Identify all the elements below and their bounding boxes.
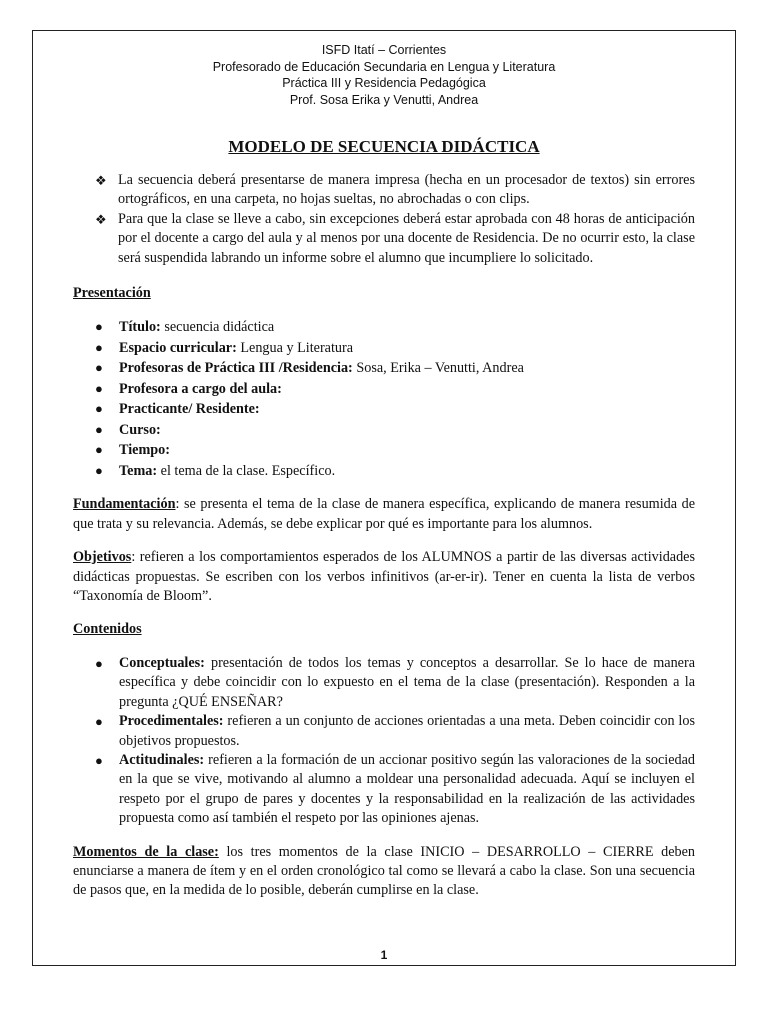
- rule-item: ❖ Para que la clase se lleve a cabo, sin excepciones deberá estar aprobada con 48 horas de anticipación por el docente a cargo del aula y al menos por una docente de Residencia. De no ocurrir esto, la clase será suspendida labrando un informe sobre el alumno que incumpliere lo solicitado.: [95, 210, 695, 266]
- dot-bullet-icon: ●: [95, 339, 103, 355]
- header-teachers: Prof. Sosa Erika y Venutti, Andrea: [289, 92, 479, 107]
- document-header: [73, 42, 695, 108]
- list-item: ● Practicante/ Residente:: [73, 399, 695, 420]
- list-item: ● Espacio curricular: Lengua y Literatura: [73, 338, 695, 359]
- header-program: Profesorado de Educación Secundaria en Lengua y Literatura: [212, 59, 556, 74]
- contenidos-heading: Contenidos: [73, 621, 142, 638]
- dot-bullet-icon: ●: [95, 380, 103, 396]
- diamond-bullet-icon: ❖: [95, 211, 107, 227]
- dot-bullet-icon: ●: [95, 714, 103, 730]
- list-item: ● Profesora a cargo del aula:: [73, 379, 695, 400]
- page-number: 1: [380, 948, 388, 962]
- document-body: [73, 42, 695, 901]
- list-item: ● Actitudinales: refieren a la formación de un accionar positivo según las valoraciones de la sociedad en la que se vive, motivando al alumno a moldear una personalidad adecuada. Aquí se incluyen el respeto por el grupo de pares y docentes y la responsabilidad en la realización de las actividades propuesta como así también el respeto por las opiniones ajenas.: [95, 751, 695, 827]
- presentacion-list: [73, 317, 695, 481]
- objetivos-paragraph: Objetivos: refieren a los comportamientos esperados de los ALUMNOS a partir de las diversas actividades didácticas propuestas. Se escriben con los verbos infinitivos (ar-er-ir). Tener en cuenta la lista de verbos “Taxonomía de Bloom”.: [73, 549, 695, 605]
- contenidos-list: [73, 654, 695, 829]
- dot-bullet-icon: ●: [95, 319, 103, 335]
- list-item: ● Tiempo:: [73, 440, 695, 461]
- document-title: MODELO DE SECUENCIA DIDÁCTICA: [228, 137, 540, 156]
- dot-bullet-icon: ●: [95, 360, 103, 376]
- dot-bullet-icon: ●: [95, 752, 103, 768]
- list-item: ● Tema: el tema de la clase. Específico.: [73, 461, 695, 482]
- header-institution: ISFD Itatí – Corrientes: [321, 43, 447, 57]
- list-item: ● Profesoras de Práctica III /Residencia: Sosa, Erika – Venutti, Andrea: [73, 358, 695, 379]
- momentos-paragraph: Momentos de la clase: los tres momentos de la clase INICIO – DESARROLLO – CIERRE deben enunciarse a manera de ítem y en el orden cronológico tal como se llevará a cabo la clase. Son una secuencia de pasos que, en la medida de lo posible, deberán cumplirse en la clase.: [73, 843, 695, 899]
- rules-list: [73, 171, 695, 268]
- list-item: ● Título: secuencia didáctica: [73, 317, 695, 338]
- fundamentacion-paragraph: Fundamentación: se presenta el tema de la clase de manera específica, explicando de manera resumida de que trata y su relevancia. Además, se debe explicar por qué es importante para los alumnos.: [73, 496, 695, 532]
- dot-bullet-icon: ●: [95, 655, 103, 671]
- header-course: Práctica III y Residencia Pedagógica: [282, 76, 486, 90]
- dot-bullet-icon: ●: [95, 421, 103, 437]
- dot-bullet-icon: ●: [95, 442, 103, 458]
- dot-bullet-icon: ●: [95, 401, 103, 417]
- diamond-bullet-icon: ❖: [95, 173, 107, 188]
- rule-item: ❖ La secuencia deberá presentarse de manera impresa (hecha en un procesador de textos) sin errores ortográficos, en una carpeta, no hojas sueltas, no abrochadas o con clips.: [95, 172, 695, 208]
- list-item: ● Procedimentales: refieren a un conjunto de acciones orientadas a una meta. Deben coincidir con los objetivos propuestos.: [95, 713, 695, 749]
- list-item: ● Conceptuales: presentación de todos los temas y conceptos a desarrollar. Se lo hace de manera específica y debe coincidir con lo expuesto en el tema de la clase (presentación). Responden a la pregunta ¿QUÉ ENSEÑAR?: [95, 654, 695, 710]
- presentacion-heading: Presentación: [73, 285, 151, 302]
- list-item: ● Curso:: [73, 420, 695, 441]
- dot-bullet-icon: ●: [95, 462, 103, 478]
